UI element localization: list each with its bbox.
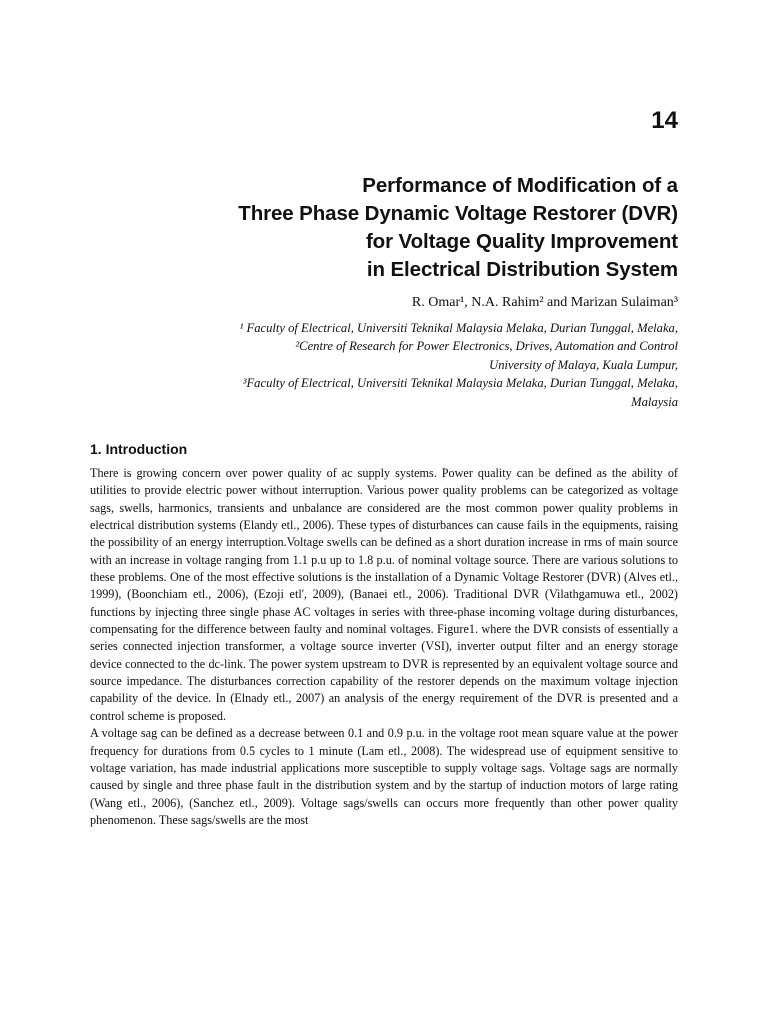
affiliation-line-5: Malaysia	[631, 394, 678, 409]
paragraph-2: A voltage sag can be defined as a decrease between 0.1 and 0.9 p.u. in the voltage root mean square value at the power frequency for durations from 0.5 cycles to 1 minute (Lam etl., 2008). The widespread use of equipment sensitive to voltage variation, has made industrial applications more susceptible to supply voltage sags. Voltage sags are normally caused by single and three phase fault in the distribution system and by the startup of induction motors of large rating (Wang etl., 2006), (Sanchez etl., 2009). Voltage sags/swells can occurs more frequently than other power quality phenomenon. These sags/swells are the most	[90, 726, 678, 827]
paper-page	[90, 0, 678, 1024]
title-line-3: for Voltage Quality Improvement	[365, 230, 678, 253]
author-list: R. Omar¹, N.A. Rahim² and Marizan Sulaiman³	[411, 295, 678, 310]
paragraph-1: There is growing concern over power quality of ac supply systems. Power quality can be defined as the ability of utilities to provide electric power without interruption. Various power quality problems can be categorized as voltage sags, swells, harmonics, transients and unbalance are considered are the most common power quality problems in electrical distribution systems (Elandy etl., 2006). These types of disturbances can cause fails in the equipments, raising the possibility of an energy interruption.Voltage swells can be defined as a short duration increase in rms of main source with an increase in voltage ranging from 1.1 p.u up to 1.8 p.u. of nominal voltage source. There are various solutions to these problems. One of the most effective solutions is the installation of a Dynamic Voltage Restorer (DVR) (Alves etl., 1999), (Boonchiam etl., 2006), (Ezoji etl', 2009), (Banaei etl., 2006). Traditional DVR (Vilathgamuwa etl., 2002) functions by injecting three single phase AC voltages in series with three-phase incoming voltage during disturbances, compensating for the difference between faulty and nominal voltages. Figure1. where the DVR consists of essentially a series connected injection transformer, a voltage source inverter (VSI), inverter output filter and an energy storage device connected to the dc-link. The power system upstream to DVR is represented by an equivalent voltage source and source impedance. The disturbances correction capability of the restorer depends on the maximum voltage injection capability of the device. In (Elnady etl., 2007) an analysis of the energy requirement of the DVR is presented and a control scheme is proposed.	[90, 466, 678, 723]
section-body	[90, 465, 678, 829]
affiliation-line-1: ¹ Faculty of Electrical, Universiti Teknikal Malaysia Melaka, Durian Tunggal, Melaka,	[239, 321, 678, 335]
affiliation-line-4: ³Faculty of Electrical, Universiti Teknikal Malaysia Melaka, Durian Tunggal, Melaka,	[242, 376, 678, 391]
affiliation-line-2: ²Centre of Research for Power Electronics, Drives, Automation and Control	[295, 339, 678, 354]
title-line-2: Three Phase Dynamic Voltage Restorer (DVR)	[238, 202, 678, 225]
title-line-1: Performance of Modification of a	[362, 174, 678, 197]
title-line-4: in Electrical Distribution System	[366, 258, 678, 281]
affiliation-list	[90, 319, 678, 411]
section-heading-introduction: 1. Introduction	[90, 441, 188, 457]
affiliation-line-3: University of Malaya, Kuala Lumpur,	[489, 357, 678, 372]
chapter-number: 14	[651, 107, 678, 134]
chapter-title	[90, 172, 678, 284]
